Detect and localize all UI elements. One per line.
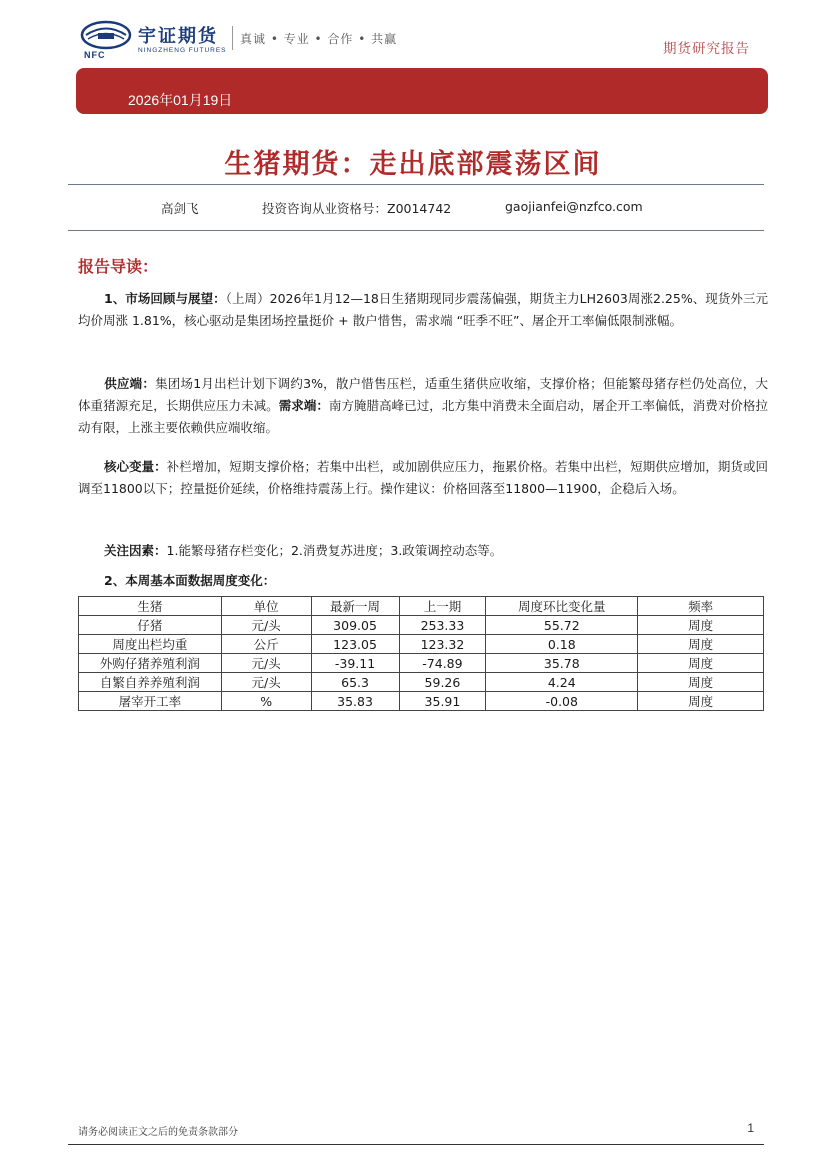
fundamentals-table — [78, 596, 764, 711]
paragraph-label: 关注因素： — [104, 543, 167, 558]
table-cell: 仔猪 — [79, 616, 222, 635]
table-cell: 55.72 — [486, 616, 638, 635]
report-type: 期货研究报告 — [663, 41, 750, 57]
author-email[interactable]: gaojianfei@nzfco.com — [505, 199, 643, 214]
table-cell: 公斤 — [221, 635, 311, 654]
table-cell: 周度 — [638, 654, 764, 673]
header-cell: 最新一周 — [311, 597, 399, 616]
table-cell: % — [221, 692, 311, 711]
header-cell: 上一期 — [399, 597, 486, 616]
paragraph-text: （上周）2026年1月12—18日生猪期现同步震荡偏强，期货主力LH2603周涨2.25%、现货外三元均价周涨 1.81%，核心驱动是集团场控量挺价 + 散户惜售，需求端 “旺季不旺”、屠企开工率偏低限制涨幅。 — [78, 291, 768, 328]
logo-divider — [232, 26, 233, 50]
company-logo — [80, 20, 420, 62]
table-cell: 59.26 — [399, 673, 486, 692]
logo-abbr: NFC — [84, 50, 106, 60]
page-title: 生猪期货：走出底部震荡区间 — [224, 149, 602, 180]
divider — [68, 230, 764, 231]
paragraph-label: 1、市场回顾与展望： — [104, 291, 226, 306]
author-name: 高剑飞 — [161, 201, 199, 216]
table-cell: -74.89 — [399, 654, 486, 673]
paragraph-market-review — [78, 288, 768, 332]
table-cell: 4.24 — [486, 673, 638, 692]
table-row — [79, 635, 764, 654]
logo-cn: 宇证期货 — [138, 26, 218, 47]
table-cell: 元/头 — [221, 654, 311, 673]
date-banner — [76, 68, 768, 114]
table-cell: 屠宰开工率 — [79, 692, 222, 711]
report-date: 2026年01月19日 — [128, 92, 233, 108]
table-cell: 周度 — [638, 673, 764, 692]
paragraph-text: 1.能繁母猪存栏变化；2.消费复苏进度；3.政策调控动态等。 — [166, 543, 503, 558]
intro-heading: 报告导读： — [78, 257, 159, 276]
table-header-row — [79, 597, 764, 616]
table-cell: 元/头 — [221, 616, 311, 635]
footer-divider — [68, 1144, 764, 1145]
header-cell: 频率 — [638, 597, 764, 616]
table-cell: 元/头 — [221, 673, 311, 692]
table-cell: -39.11 — [311, 654, 399, 673]
divider — [68, 184, 764, 185]
table-cell: 65.3 — [311, 673, 399, 692]
logo-en: NINGZHENG FUTURES — [138, 47, 227, 54]
table-cell: 123.32 — [399, 635, 486, 654]
table-cell: 自繁自养养殖利润 — [79, 673, 222, 692]
table-cell: 外购仔猪养殖利润 — [79, 654, 222, 673]
paragraph-supply-demand — [78, 373, 768, 439]
paragraph-core-variables — [78, 456, 768, 500]
table-row — [79, 673, 764, 692]
header-cell: 生猪 — [79, 597, 222, 616]
table-cell: 35.78 — [486, 654, 638, 673]
paragraph-text: 南方腌腊高峰已过，北方集中消费未全面启动，屠企开工率偏低，消费对价格拉动有限，上涨主要依赖供应端收缩。 — [78, 398, 768, 435]
table-cell: 123.05 — [311, 635, 399, 654]
table-cell: 35.91 — [399, 692, 486, 711]
table-row — [79, 654, 764, 673]
table-row — [79, 692, 764, 711]
nfc-logo-icon — [80, 20, 132, 50]
table-cell: 周度 — [638, 635, 764, 654]
table-cell: 35.83 — [311, 692, 399, 711]
table-cell: 0.18 — [486, 635, 638, 654]
paragraph-text: 集团场1月出栏计划下调约3%，散户惜售压栏，适重生猪供应收缩，支撑价格；但能繁母猪存栏仍处高位，大体重猪源充足，长期供应压力未减。 — [78, 376, 768, 413]
paragraph-text: 补栏增加，短期支撑价格；若集中出栏，或加剧供应压力，拖累价格。若集中出栏，短期供应增加，期货或回调至11800以下；控量挺价延续，价格维持震荡上行。操作建议：价格回落至11800—11900，企稳后入场。 — [78, 459, 768, 496]
paragraph-label: 核心变量： — [104, 459, 167, 474]
table-cell: 253.33 — [399, 616, 486, 635]
author-license: 投资咨询从业资格号：Z0014742 — [262, 201, 452, 216]
header-cell: 单位 — [221, 597, 311, 616]
table-cell: -0.08 — [486, 692, 638, 711]
paragraph-label: 需求端： — [278, 398, 329, 413]
paragraph-focus-factors — [78, 540, 768, 562]
table-cell: 309.05 — [311, 616, 399, 635]
header-cell: 周度环比变化量 — [486, 597, 638, 616]
table-cell: 周度出栏均重 — [79, 635, 222, 654]
section-heading: 2、本周基本面数据周度变化： — [104, 573, 276, 588]
paragraph-label: 供应端： — [104, 376, 156, 391]
page-number: 1 — [747, 1121, 754, 1135]
table-cell: 周度 — [638, 692, 764, 711]
table-row — [79, 616, 764, 635]
footer-disclaimer: 请务必阅读正文之后的免责条款部分 — [78, 1127, 238, 1138]
slogan: 真诚 • 专业 • 合作 • 共赢 — [240, 32, 398, 46]
table-cell: 周度 — [638, 616, 764, 635]
